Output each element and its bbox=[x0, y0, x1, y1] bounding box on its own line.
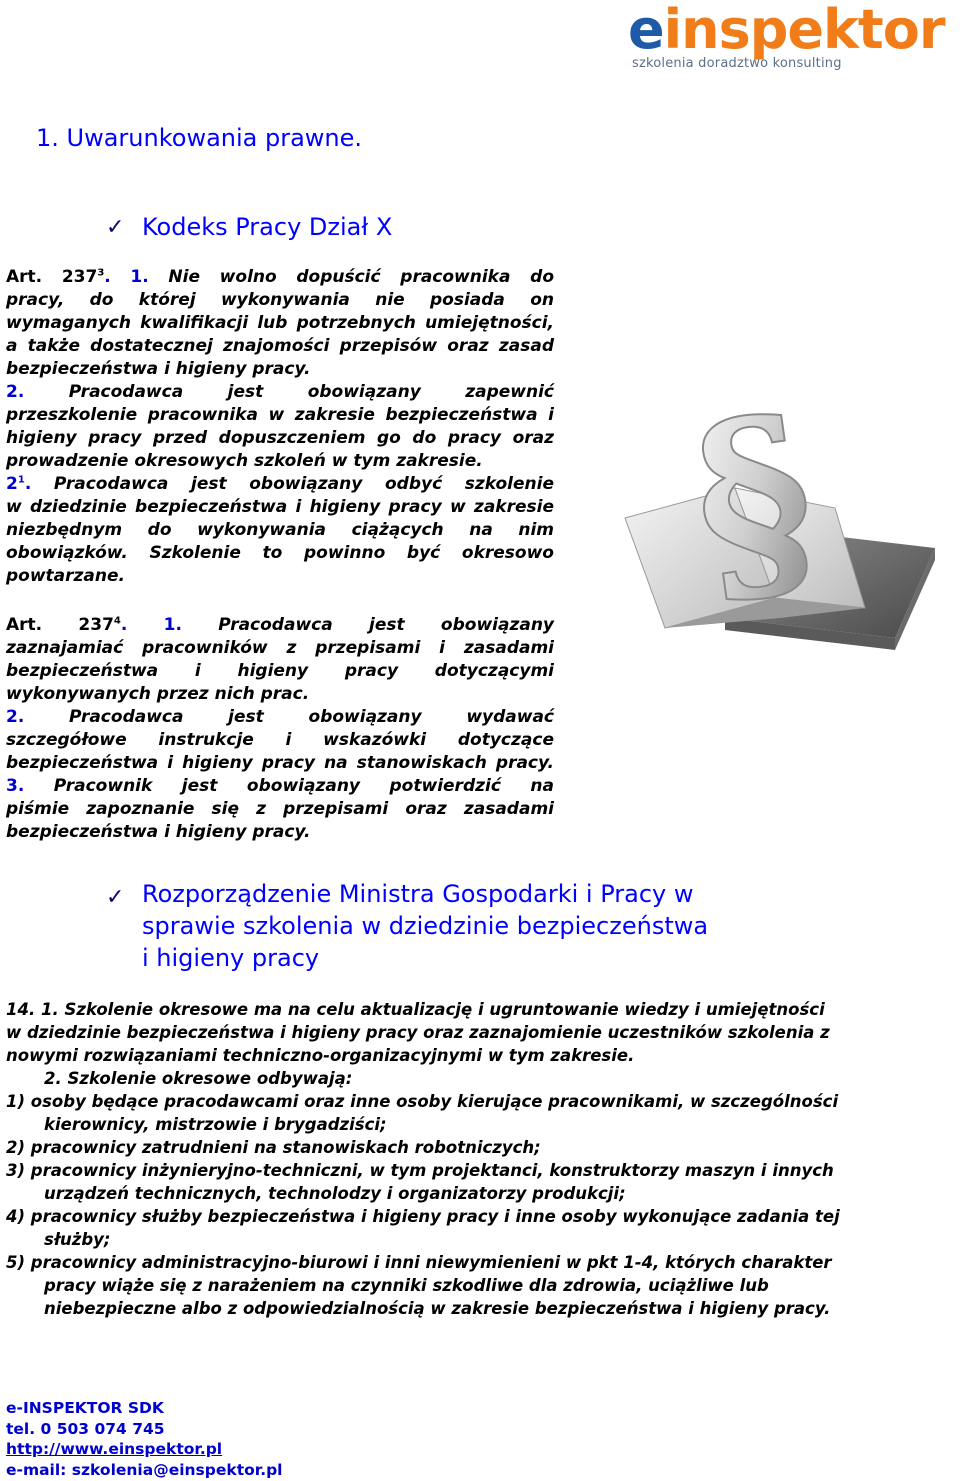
article-text: Nie wolno dopuścić pracownika do bbox=[148, 267, 554, 287]
footer-phone: tel. 0 503 074 745 bbox=[6, 1419, 165, 1438]
subsection-heading-kodeks bbox=[106, 213, 393, 241]
paragraph-mark: . 1. bbox=[120, 615, 182, 635]
footer-company: e-INSPEKTOR SDK bbox=[6, 1399, 164, 1417]
article-text: szczegółowe instrukcje i wskazówki dotyczące bbox=[6, 730, 554, 750]
regulation-line: służby; bbox=[44, 1230, 111, 1249]
article-text: Pracodawca jest obowiązany zapewnić bbox=[24, 382, 554, 402]
article-text: bezpieczeństwa i higieny pracy. bbox=[6, 822, 311, 842]
logo-tagline: szkolenia doradztwo konsulting bbox=[632, 56, 842, 71]
article-text: Pracodawca jest obowiązany bbox=[181, 615, 554, 635]
paragraph-mark: 2. bbox=[6, 707, 25, 727]
regulation-heading-text bbox=[142, 878, 708, 974]
article-text: a także dostatecznej znajomości przepisów oraz zasad bbox=[6, 336, 554, 356]
footer-contact bbox=[6, 1398, 283, 1480]
article-237-3 bbox=[6, 266, 554, 588]
regulation-text bbox=[6, 998, 866, 1320]
footer-website-link[interactable]: http://www.einspektor.pl bbox=[6, 1440, 223, 1458]
book-paragraph-icon bbox=[605, 378, 945, 678]
article-number: Art. 237 bbox=[6, 267, 98, 287]
paragraph-dot: . bbox=[24, 474, 32, 494]
regulation-list-item: 2) pracownicy zatrudnieni na stanowiskach robotniczych; bbox=[6, 1138, 541, 1157]
subsection-heading-text: Kodeks Pracy Dział X bbox=[142, 213, 393, 241]
article-text: bezpieczeństwa i higieny pracy. bbox=[6, 359, 311, 379]
svg-text:§: § bbox=[678, 378, 829, 637]
regulation-line: 2. Szkolenie okresowe odbywają: bbox=[44, 1069, 353, 1088]
article-superscript: 3 bbox=[97, 267, 105, 279]
article-text: przeszkolenie pracownika w zakresie bezpieczeństwa i bbox=[6, 405, 554, 425]
article-text: bezpieczeństwa i higieny pracy na stanowiskach pracy. bbox=[6, 753, 554, 773]
regulation-line: niebezpieczne albo z odpowiedzialnością w zakresie bezpieczeństwa i higieny pracy. bbox=[44, 1299, 831, 1318]
section-heading: 1. Uwarunkowania prawne. bbox=[36, 124, 363, 152]
regulation-line: nowymi rozwiązaniami techniczno-organizacyjnymi w tym zakresie. bbox=[6, 1046, 635, 1065]
article-text: pracy, do której wykonywania nie posiada on bbox=[6, 290, 554, 310]
regulation-line: w dziedzinie bezpieczeństwa i higieny pracy oraz zaznajomienie uczestników szkolenia z bbox=[6, 1023, 830, 1042]
article-text: wymaganych kwalifikacji lub potrzebnych umiejętności, bbox=[6, 313, 554, 333]
paragraph-sign-book-illustration bbox=[605, 378, 945, 678]
regulation-heading-line: Rozporządzenie Ministra Gospodarki i Pracy w bbox=[142, 880, 694, 908]
article-text: obowiązków. Szkolenie to powinno być okresowo bbox=[6, 543, 554, 563]
logo-wordmark bbox=[628, 0, 945, 61]
paragraph-mark: . 1. bbox=[104, 267, 149, 287]
regulation-line: urządzeń technicznych, technolodzy i organizatorzy produkcji; bbox=[44, 1184, 626, 1203]
regulation-list-item: 4) pracownicy służby bezpieczeństwa i higieny pracy i inne osoby wykonujące zadania tej bbox=[6, 1207, 840, 1226]
paragraph-superscript: 1 bbox=[17, 474, 25, 486]
article-text: higieny pracy przed dopuszczeniem go do pracy oraz bbox=[6, 428, 554, 448]
logo-rest: inspektor bbox=[663, 0, 945, 61]
regulation-line: pracy wiąże się z narażeniem na czynniki szkodliwe dla zdrowia, uciążliwe lub bbox=[44, 1276, 769, 1295]
article-text: w dziedzinie bezpieczeństwa i higieny pracy w zakresie bbox=[6, 497, 554, 517]
article-text: zaznajamiać pracowników z przepisami i zasadami bbox=[6, 638, 554, 658]
regulation-line: kierownicy, mistrzowie i brygadziści; bbox=[44, 1115, 387, 1134]
logo-e: e bbox=[628, 0, 664, 61]
article-text: Pracodawca jest obowiązany odbyć szkolenie bbox=[31, 474, 554, 494]
article-text: Pracownik jest obowiązany potwierdzić na bbox=[24, 776, 554, 796]
paragraph-mark: 3. bbox=[6, 776, 25, 796]
regulation-list-item: 5) pracownicy administracyjno-biurowi i inni niewymienieni w pkt 1-4, których charakter bbox=[6, 1253, 832, 1272]
regulation-heading-line: sprawie szkolenia w dziedzinie bezpieczeństwa bbox=[142, 912, 709, 940]
paragraph-mark: 2 bbox=[6, 474, 18, 494]
article-text: Pracodawca jest obowiązany wydawać bbox=[24, 707, 554, 727]
regulation-list-item: 3) pracownicy inżynieryjno-techniczni, w tym projektanci, konstruktorzy maszyn i innych bbox=[6, 1161, 834, 1180]
article-superscript: 4 bbox=[113, 615, 121, 627]
article-text: niezbędnym do wykonywania ciążących na nim bbox=[6, 520, 554, 540]
article-237-4 bbox=[6, 614, 554, 844]
regulation-heading-line: i higieny pracy bbox=[142, 944, 320, 972]
article-text: bezpieczeństwa i higieny pracy dotyczącymi bbox=[6, 661, 554, 681]
article-text: piśmie zapoznanie się z przepisami oraz zasadami bbox=[6, 799, 554, 819]
einspektor-logo bbox=[618, 2, 948, 76]
article-text: wykonywanych przez nich prac. bbox=[6, 684, 310, 704]
footer-email: e-mail: szkolenia@einspektor.pl bbox=[6, 1460, 283, 1479]
check-icon: ✓ bbox=[106, 215, 125, 240]
article-number: Art. 237 bbox=[6, 615, 114, 635]
article-text: prowadzenie okresowych szkoleń w tym zakresie. bbox=[6, 451, 483, 471]
check-icon: ✓ bbox=[106, 885, 125, 910]
regulation-list-item: 1) osoby będące pracodawcami oraz inne osoby kierujące pracownikami, w szczególności bbox=[6, 1092, 839, 1111]
paragraph-mark: 2. bbox=[6, 382, 25, 402]
regulation-line: 14. 1. Szkolenie okresowe ma na celu aktualizację i ugruntowanie wiedzy i umiejętności bbox=[6, 1000, 825, 1019]
article-text: powtarzane. bbox=[6, 566, 125, 586]
